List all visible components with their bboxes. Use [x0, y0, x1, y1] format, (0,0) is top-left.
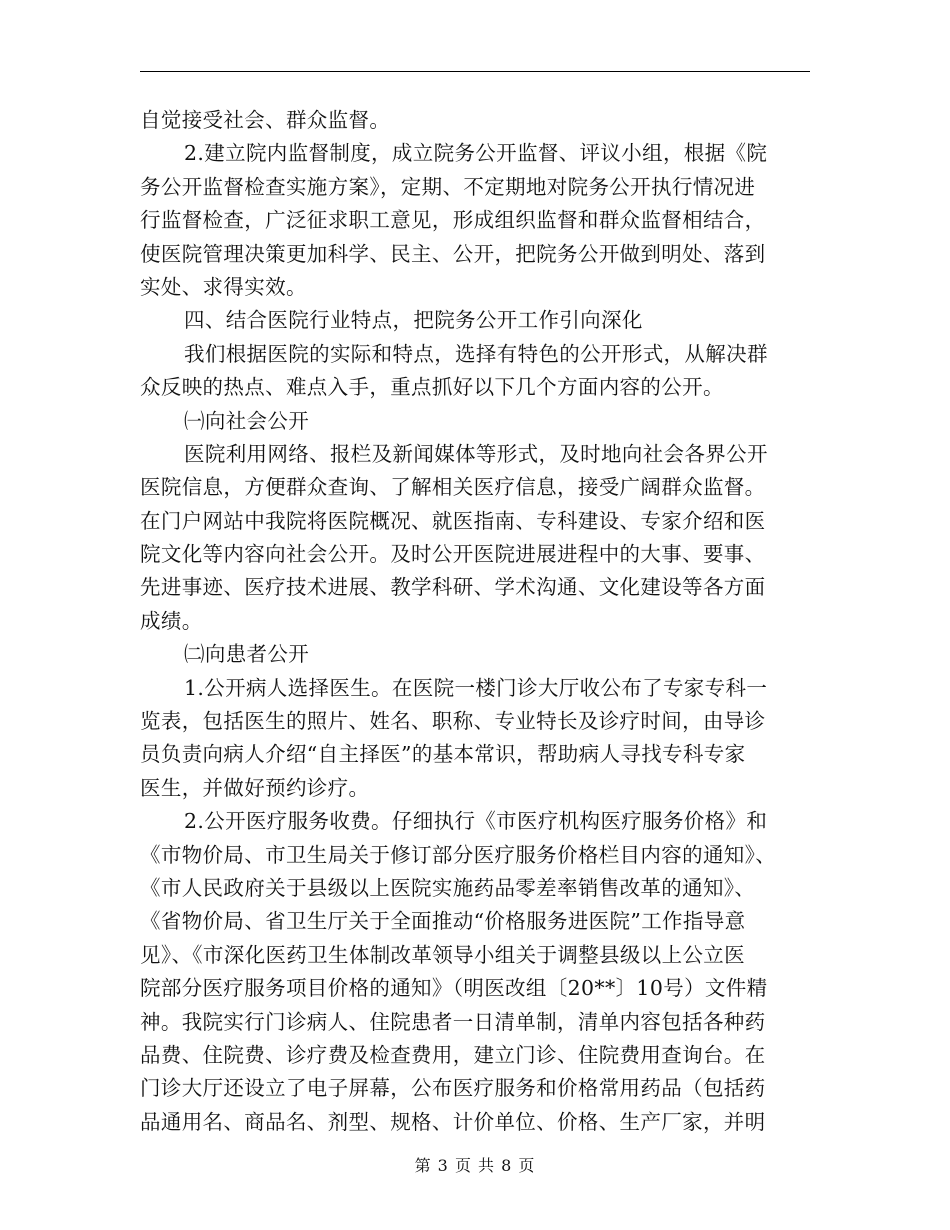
text-line: 使医院管理决策更加科学、民主、公开，把院务公开做到明处、落到	[140, 241, 766, 266]
text-line: 《市人民政府关于县级以上医院实施药品零差率销售改革的通知》、	[140, 875, 756, 900]
text-line: 院部分医疗服务项目价格的通知》（明医改组〔20**〕10号）文件精	[140, 976, 768, 1001]
text-line: 众反映的热点、难点入手，重点抓好以下几个方面内容的公开。	[140, 375, 724, 400]
text-line: 1.公开病人选择医生。在医院一楼门诊大厅收公布了专家专科一	[184, 675, 768, 700]
text-line: 行监督检查，广泛征求职工意见，形成组织监督和群众监督相结合，	[140, 208, 766, 233]
text-line: 医生，并做好预约诊疗。	[140, 775, 370, 800]
header-rule	[140, 71, 810, 72]
page-footer: 第 3 页 共 8 页	[414, 1156, 536, 1175]
text-line: 员负责向病人介绍“自主择医”的基本常识，帮助病人寻找专科专家	[140, 742, 746, 767]
text-line: 医院利用网络、报栏及新闻媒体等形式，及时地向社会各界公开	[184, 441, 768, 466]
text-line: 2.公开医疗服务收费。仔细执行《市医疗机构医疗服务价格》和	[184, 809, 768, 834]
text-line: 四、结合医院行业特点，把院务公开工作引向深化	[184, 308, 643, 333]
text-line: 成绩。	[140, 608, 203, 633]
text-line: 务公开监督检查实施方案》，定期、不定期地对院务公开执行情况进	[140, 174, 756, 199]
text-line: 先进事迹、医疗技术进展、教学科研、学术沟通、文化建设等各方面	[140, 575, 766, 600]
text-line: 实处、求得实效。	[140, 274, 307, 299]
text-line: 2.建立院内监督制度，成立院务公开监督、评议小组，根据《院	[184, 141, 768, 166]
text-line: 见》、《市深化医药卫生体制改革领导小组关于调整县级以上公立医	[140, 942, 745, 967]
text-line: 品费、住院费、诊疗费及检查费用，建立门诊、住院费用查询台。在	[140, 1042, 766, 1067]
text-line: 《省物价局、省卫生厅关于全面推动“价格服务进医院”工作指导意	[140, 909, 746, 934]
text-line: 在门户网站中我院将医院概况、就医指南、专科建设、专家介绍和医	[140, 508, 766, 533]
text-line: 览表，包括医生的照片、姓名、职称、专业特长及诊疗时间，由导诊	[140, 709, 766, 734]
text-line: 品通用名、商品名、剂型、规格、计价单位、价格、生产厂家，并明	[140, 1109, 766, 1134]
document-body	[140, 104, 812, 1139]
text-line: 院文化等内容向社会公开。及时公开医院进展进程中的大事、要事、	[140, 542, 766, 567]
text-line: 医院信息，方便群众查询、了解相关医疗信息，接受广阔群众监督。	[140, 475, 766, 500]
text-line: ㈠向社会公开	[184, 408, 310, 433]
text-line: 门诊大厅还设立了电子屏幕，公布医疗服务和价格常用药品（包括药	[140, 1076, 766, 1101]
text-line: 我们根据医院的实际和特点，选择有特色的公开形式，从解决群	[184, 341, 768, 366]
text-line: 神。我院实行门诊病人、住院患者一日清单制，清单内容包括各种药	[140, 1009, 766, 1034]
text-line: 《市物价局、市卫生局关于修订部分医疗服务价格栏目内容的通知》、	[140, 842, 777, 867]
text-line: 自觉接受社会、群众监督。	[140, 108, 391, 132]
text-line: ㈡向患者公开	[184, 642, 310, 667]
